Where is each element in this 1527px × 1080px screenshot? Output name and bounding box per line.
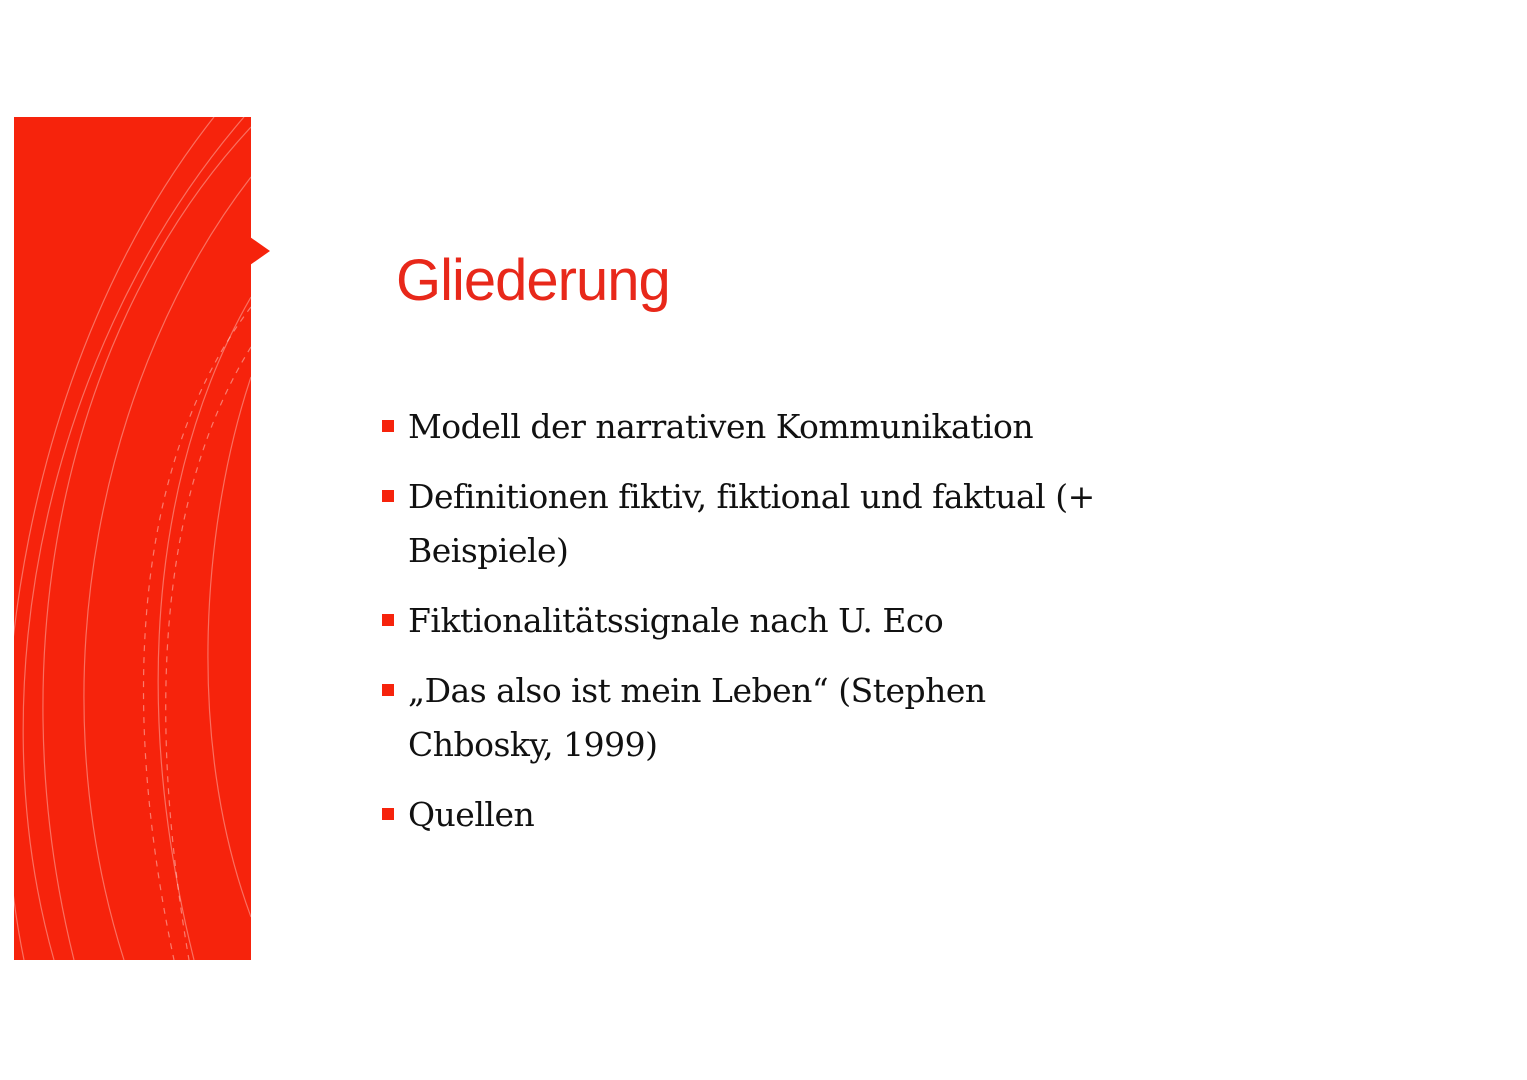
list-item — [380, 470, 1140, 578]
list-item-text: Fiktionalitätssignale nach U. Eco — [408, 601, 944, 640]
outline-list — [380, 400, 1140, 858]
list-item-text: Quellen — [408, 795, 535, 834]
square-bullet-icon — [382, 490, 394, 502]
list-item — [380, 664, 1140, 772]
panel-arrow-notch — [250, 237, 270, 265]
list-item — [380, 400, 1140, 454]
square-bullet-icon — [382, 420, 394, 432]
square-bullet-icon — [382, 614, 394, 626]
decorative-arcs — [14, 117, 251, 960]
list-item-text: Modell der narrativen Kommunikation — [408, 407, 1034, 446]
list-item — [380, 594, 1140, 648]
list-item-text: Definitionen fiktiv, fiktional und faktual (+ Beispiele) — [408, 477, 1095, 570]
square-bullet-icon — [382, 808, 394, 820]
list-item — [380, 788, 1140, 842]
square-bullet-icon — [382, 684, 394, 696]
decorative-side-panel — [14, 117, 251, 960]
slide-title: Gliederung — [396, 248, 670, 313]
list-item-text: „Das also ist mein Leben“ (Stephen Chbosky, 1999) — [408, 671, 986, 764]
